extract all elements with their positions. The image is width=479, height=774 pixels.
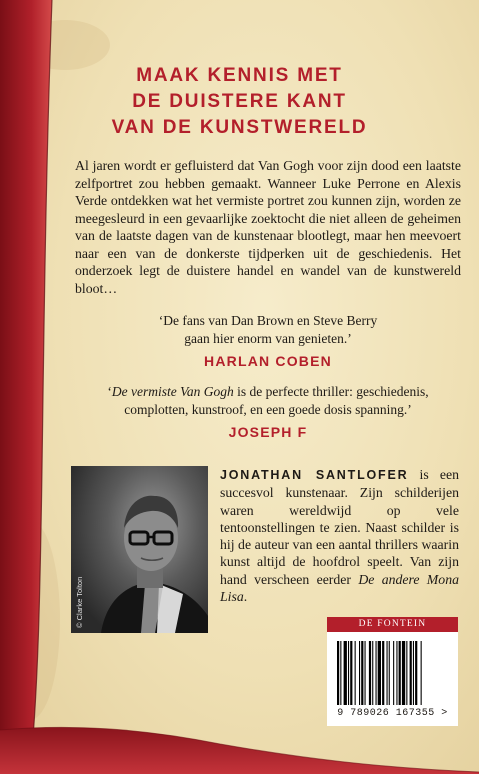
publisher-label: DE FONTEIN: [327, 617, 458, 632]
bio-text: is een succesvol kunstenaar. Zijn schilderijen waren wereldwijd op vele tentoonstellingen te zien. Naast schilder is hij de auteur van een aantal thrillers waarin kunst altijd de hoofdrol speelt. Van zijn hand verscheen eerder: [220, 467, 459, 587]
barcode-bar: [393, 641, 394, 705]
barcode-bar: [402, 641, 405, 705]
barcode-bar: [421, 641, 422, 705]
headline: [0, 63, 479, 141]
barcode-bar: [369, 641, 371, 705]
barcode-bar: [399, 641, 401, 705]
quote-line: gaan hier enorm van genieten.’: [184, 330, 352, 346]
barcode-bar: [376, 641, 377, 705]
open-quote-mark: ‘: [107, 384, 112, 399]
quote-author: JOSEPH F: [228, 424, 308, 440]
barcode-bar: [410, 641, 412, 705]
bio-end: .: [243, 589, 248, 605]
quote-line-rest: is de perfecte thriller: geschiedenis,: [233, 384, 429, 399]
review-quote-coben: [75, 312, 461, 369]
barcode-bar: [350, 641, 352, 705]
quote-line: [75, 383, 461, 401]
barcode-bar: [413, 641, 414, 705]
author-photo: [71, 466, 208, 633]
photo-credit: © Clarke Tolton: [75, 576, 84, 628]
barcode-bar: [365, 641, 366, 705]
quote-line: ‘De fans van Dan Brown en Steve Berry: [158, 313, 378, 328]
barcode-bar: [382, 641, 384, 705]
isbn-number: 9 789026 167355 >: [337, 708, 448, 719]
barcode-bar: [389, 641, 390, 705]
blurb-text: Al jaren wordt er gefluisterd dat Van Gogh voor zijn dood een laatste zelfportret zou hebben gemaakt. Wanneer Luke Perrone en Alexis Verde ontdekken wat het vermiste portret zou kunnen zijn, worden ze meegesleurd in een gevaarlijke zoektocht die niet alleen de geheimen van de laatste dagen van de kunstenaar blootlegt, maar hen meevoert naar een van de donkerste tijdperken uit de geschiedenis. Het onderzoek legt de duistere handel en wandel van de kunstwereld bloot…: [75, 158, 461, 296]
barcode-bar: [340, 641, 341, 705]
quote-author: HARLAN COBEN: [204, 353, 332, 369]
bio-book-title: De andere Mona Lisa: [220, 571, 459, 605]
barcode: [327, 632, 458, 726]
bio-author-name: JONATHAN SANTLOFER: [220, 468, 409, 482]
barcode-bar: [348, 641, 349, 705]
barcode-bar: [378, 641, 381, 705]
barcode-bar: [415, 641, 417, 705]
barcode-bar: [406, 641, 407, 705]
barcode-bar: [396, 641, 397, 705]
author-bio: [220, 466, 459, 605]
headline-line: DE DUISTERE KANT: [132, 91, 347, 112]
barcode-bar: [355, 641, 356, 705]
barcode-bar: [387, 641, 388, 705]
paper-stain: [0, 520, 60, 720]
barcode-bar: [359, 641, 360, 705]
headline-line: VAN DE KUNSTWERELD: [111, 117, 368, 138]
barcode-bar: [361, 641, 363, 705]
review-quote-joseph: [75, 383, 461, 440]
barcode-bar: [344, 641, 347, 705]
headline-line: MAAK KENNIS MET: [136, 65, 343, 86]
book-title: De vermiste Van Gogh: [111, 384, 234, 399]
barcode-bar: [372, 641, 373, 705]
quote-line: complotten, kunstroof, en een goede dosis spanning.’: [124, 401, 412, 417]
barcode-bar: [337, 641, 339, 705]
barcode-bars: [337, 641, 448, 705]
